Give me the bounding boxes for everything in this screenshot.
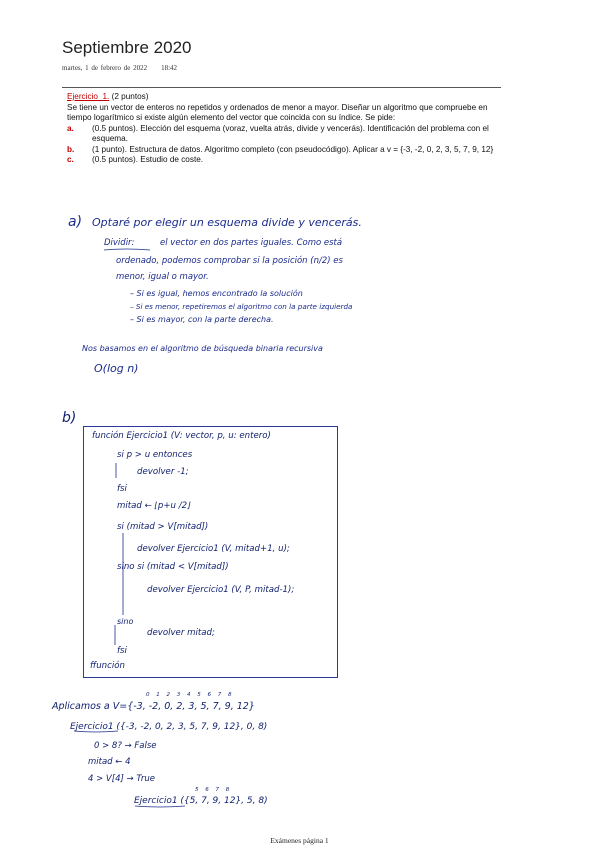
exercise-heading	[67, 92, 507, 103]
item-mark: c.	[67, 155, 74, 164]
code-line: fsi	[117, 484, 127, 494]
item-text: (0.5 puntos). Estudio de coste.	[92, 155, 204, 164]
code-line: función Ejercicio1 (V: vector, p, u: entero)	[92, 431, 271, 441]
page-footer: Exámenes página 1	[270, 836, 329, 845]
answer-cost: O(log n)	[94, 362, 139, 375]
page-time: 18:42	[161, 64, 178, 72]
exercise-points: (2 puntos)	[109, 92, 149, 101]
exercise-item-a	[67, 124, 507, 145]
code-line: devolver Ejercicio1 (V, P, mitad-1);	[147, 585, 295, 595]
trace-check-2: 4 > V[4] → True	[88, 774, 155, 784]
ejercicio-underline-2	[135, 806, 185, 807]
answer-a-line1: Optaré por elegir un esquema divide y vencerás.	[92, 216, 362, 229]
answer-a-line3: ordenado, podemos comprobar si la posición (n/2) es	[116, 256, 343, 266]
dividir-label: Dividir:	[104, 238, 135, 248]
code-line: sino si (mitad < V[mitad])	[117, 562, 229, 572]
exercise-label: Ejercicio_1.	[67, 92, 110, 101]
dividir-underline	[104, 249, 150, 250]
code-line: devolver Ejercicio1 (V, mitad+1, u);	[137, 544, 290, 554]
trace-check-1: 0 > 8? → False	[94, 741, 157, 751]
page-title: Septiembre 2020	[62, 38, 192, 57]
dividir-text: el vector en dos partes iguales. Como está	[160, 238, 343, 248]
code-line: si p > u entonces	[117, 450, 193, 460]
exercise-item-b	[67, 145, 507, 156]
code-line: fsi	[117, 646, 127, 656]
trace-mitad: mitad ← 4	[88, 757, 131, 767]
code-line: si (mitad > V[mitad])	[117, 522, 209, 532]
apply-indices: 0 1 2 3 4 5 6 7 8	[146, 692, 232, 698]
code-line: mitad ← ⌊p+u /2⌋	[117, 501, 191, 511]
exercise-statement-block	[67, 92, 507, 166]
code-line: devolver mitad;	[147, 628, 215, 638]
exercise-statement: Se tiene un vector de enteros no repetidos y ordenados de menor a mayor. Diseñar un algoritmo que compruebe en tiempo logarítmico si existe algún elemento del vector que coincida con su índice. Se pide:	[67, 102, 488, 122]
trace-call-2: Ejercicio1 ({5, 7, 9, 12}, 5, 8)	[134, 796, 268, 806]
answer-bullet-3: – Si es mayor, con la parte derecha.	[130, 315, 274, 324]
answer-a-label: a)	[68, 214, 83, 230]
header-divider	[62, 87, 501, 88]
code-line: ffunción	[90, 661, 125, 671]
page-timestamp	[62, 64, 177, 72]
code-line: sino	[117, 617, 134, 626]
answer-basamos: Nos basamos en el algoritmo de búsqueda binaria recursiva	[82, 344, 323, 353]
item-text: (0.5 puntos). Elección del esquema (voraz, vuelta atrás, divide y vencerás). Identificación del problema con el esquema.	[92, 123, 489, 143]
answer-bullet-2: – Si es menor, repetiremos el algoritmo con la parte izquierda	[130, 302, 353, 311]
trace-call-1: Ejercicio1 ({-3, -2, 0, 2, 3, 5, 7, 9, 12}, 0, 8)	[70, 722, 268, 732]
item-text: (1 punto). Estructura de datos. Algoritmo completo (con pseudocódigo). Aplicar a v = {-3, -2, 0, 2, 3, 5, 7, 9, 12}	[92, 144, 494, 154]
page-date: martes, 1 de febrero de 2022	[62, 64, 148, 72]
answer-b-label: b)	[62, 410, 77, 426]
item-mark: a.	[67, 123, 74, 133]
answer-bullet-1: – Si es igual, hemos encontrado la solución	[130, 289, 303, 298]
trace-call-2-indices: 5 6 7 8	[195, 787, 230, 793]
answer-a-line4: menor, igual o mayor.	[116, 272, 209, 282]
code-line: devolver -1;	[137, 467, 189, 477]
apply-line: Aplicamos a V={-3, -2, 0, 2, 3, 5, 7, 9, 12}	[52, 701, 255, 712]
item-mark: b.	[67, 144, 75, 154]
exercise-item-c	[67, 155, 507, 166]
